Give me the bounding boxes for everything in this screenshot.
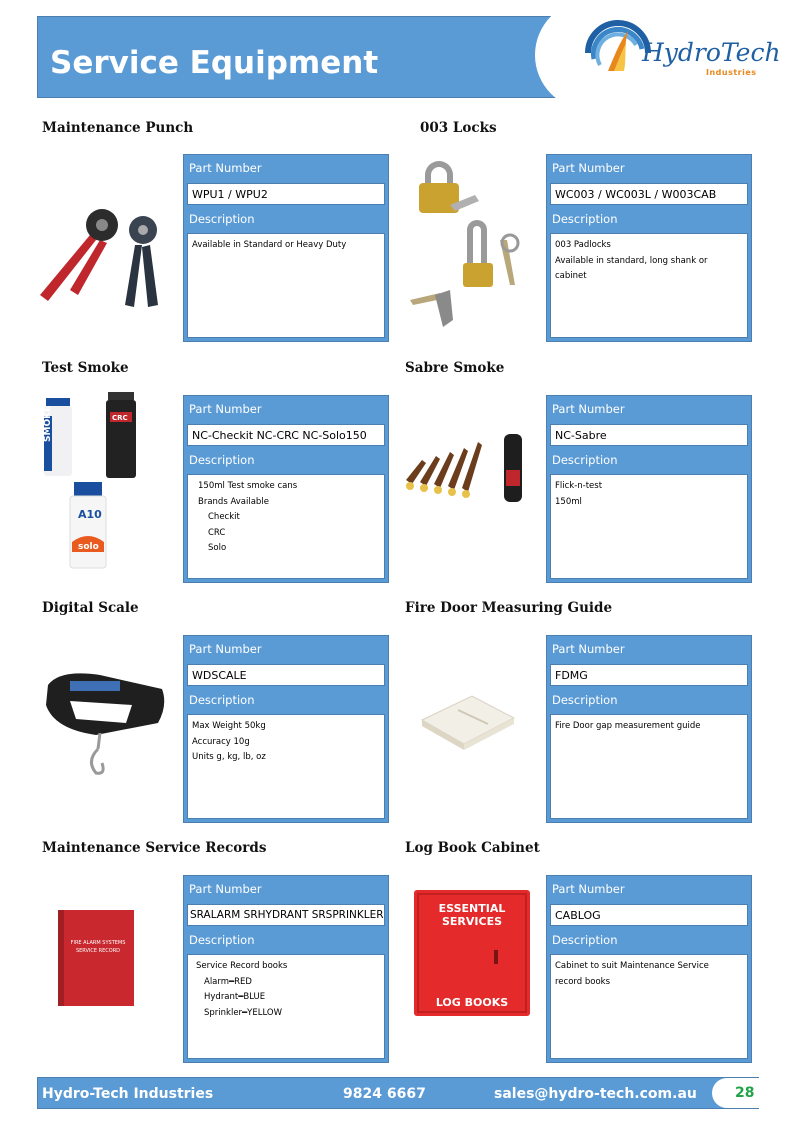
footer-bar xyxy=(37,1077,759,1109)
part-number-value: WC003 / WC003L / W003CAB xyxy=(550,183,748,205)
section-title-maintenance-punch: Maintenance Punch xyxy=(42,120,194,136)
product-panel-maintenance-service-records xyxy=(183,875,389,1063)
part-number-label: Part Number xyxy=(552,642,625,656)
product-panel-digital-scale xyxy=(183,635,389,823)
description-label: Description xyxy=(552,212,618,226)
page-number: 28 xyxy=(735,1085,755,1101)
part-number-value: SRALARM SRHYDRANT SRSPRINKLER xyxy=(187,904,385,926)
product-panel-log-book-cabinet xyxy=(546,875,752,1063)
product-panel-sabre-smoke xyxy=(546,395,752,583)
part-number-label: Part Number xyxy=(189,402,262,416)
part-number-value: WPU1 / WPU2 xyxy=(187,183,385,205)
description-line: Available in standard, long shank or xyxy=(555,255,708,266)
service-record-book-image xyxy=(58,908,138,1008)
section-title-sabre-smoke: Sabre Smoke xyxy=(405,360,505,376)
description-label: Description xyxy=(552,453,618,467)
description-box xyxy=(550,714,748,819)
page-title: Service Equipment xyxy=(50,45,379,81)
description-line: Accuracy 10g xyxy=(192,736,250,747)
part-number-label: Part Number xyxy=(189,642,262,656)
cabinet-label-log-books: LOG BOOKS xyxy=(435,996,509,1009)
description-line: Fire Door gap measurement guide xyxy=(555,721,701,731)
crc-can-label: CRC xyxy=(112,414,128,422)
record-book-title: FIRE ALARM SYSTEMS xyxy=(70,940,126,946)
cabinet-label-essential: ESSENTIAL xyxy=(438,902,506,915)
fire-door-guide-image xyxy=(418,690,518,750)
part-number-value: CABLOG xyxy=(550,904,748,926)
description-line: Max Weight 50kg xyxy=(192,721,266,731)
description-box xyxy=(187,233,385,338)
description-box xyxy=(187,714,385,819)
description-line: 003 Padlocks xyxy=(555,240,611,250)
description-line: CRC xyxy=(208,527,226,538)
description-label: Description xyxy=(189,453,255,467)
product-panel-003-locks xyxy=(546,154,752,342)
description-box xyxy=(550,233,748,338)
section-title-log-book-cabinet: Log Book Cabinet xyxy=(405,840,540,856)
sabre-smoke-image xyxy=(402,430,532,505)
description-line: record books xyxy=(555,976,611,987)
part-number-label: Part Number xyxy=(189,882,262,896)
logo-subtitle: Industries xyxy=(706,68,757,77)
header-banner xyxy=(37,16,597,98)
description-box xyxy=(550,954,748,1059)
description-box xyxy=(187,474,385,579)
smoke-can-label: SMOKE xyxy=(43,405,53,442)
record-book-subtitle: SERVICE RECORD xyxy=(75,948,121,954)
a10-can-label: A10 xyxy=(78,508,102,521)
description-box xyxy=(550,474,748,579)
log-book-cabinet-image xyxy=(412,888,532,1018)
part-number-value: WDSCALE xyxy=(187,664,385,686)
logo-wordmark: HydroTech xyxy=(642,38,781,67)
section-title-test-smoke: Test Smoke xyxy=(42,360,129,376)
section-title-fire-door-measuring-guide: Fire Door Measuring Guide xyxy=(405,600,613,616)
punch-pliers-image xyxy=(30,185,170,310)
part-number-label: Part Number xyxy=(552,402,625,416)
description-line: Flick-n-test xyxy=(555,481,603,491)
section-title-digital-scale: Digital Scale xyxy=(42,600,139,616)
footer-phone: 9824 6667 xyxy=(343,1086,426,1102)
description-label: Description xyxy=(189,933,255,947)
description-line: Alarm━RED xyxy=(204,976,252,987)
description-line: Available in Standard or Heavy Duty xyxy=(192,240,347,250)
description-line: Units g, kg, lb, oz xyxy=(192,752,266,762)
description-line: Cabinet to suit Maintenance Service xyxy=(555,961,709,971)
footer-email: sales@hydro-tech.com.au xyxy=(494,1086,697,1102)
description-line: Sprinkler━YELLOW xyxy=(204,1007,282,1018)
footer-company: Hydro-Tech Industries xyxy=(42,1086,214,1102)
cabinet-label-services: SERVICES xyxy=(441,915,503,928)
description-line: Brands Available xyxy=(198,496,269,507)
description-line: 150ml Test smoke cans xyxy=(198,481,298,491)
digital-scale-image xyxy=(40,665,170,785)
smoke-cans-image xyxy=(42,392,152,572)
description-line: Service Record books xyxy=(196,961,288,971)
product-panel-maintenance-punch xyxy=(183,154,389,342)
part-number-label: Part Number xyxy=(189,161,262,175)
description-line: cabinet xyxy=(555,271,587,281)
product-panel-fire-door-measuring-guide xyxy=(546,635,752,823)
part-number-value: NC-Sabre xyxy=(550,424,748,446)
description-line: Checkit xyxy=(208,512,240,522)
description-label: Description xyxy=(189,212,255,226)
section-title-maintenance-service-records: Maintenance Service Records xyxy=(42,840,267,856)
solo-can-label: solo xyxy=(78,542,99,552)
part-number-label: Part Number xyxy=(552,161,625,175)
description-line: Hydrant━BLUE xyxy=(204,992,266,1002)
description-line: 150ml xyxy=(555,496,582,507)
description-line: Solo xyxy=(208,543,227,553)
description-label: Description xyxy=(189,693,255,707)
product-panel-test-smoke xyxy=(183,395,389,583)
part-number-label: Part Number xyxy=(552,882,625,896)
part-number-value: FDMG xyxy=(550,664,748,686)
description-box xyxy=(187,954,385,1059)
description-label: Description xyxy=(552,933,618,947)
padlocks-image xyxy=(405,145,535,335)
section-title-003-locks: 003 Locks xyxy=(420,120,497,136)
description-label: Description xyxy=(552,693,618,707)
part-number-value: NC-Checkit NC-CRC NC-Solo150 xyxy=(187,424,385,446)
